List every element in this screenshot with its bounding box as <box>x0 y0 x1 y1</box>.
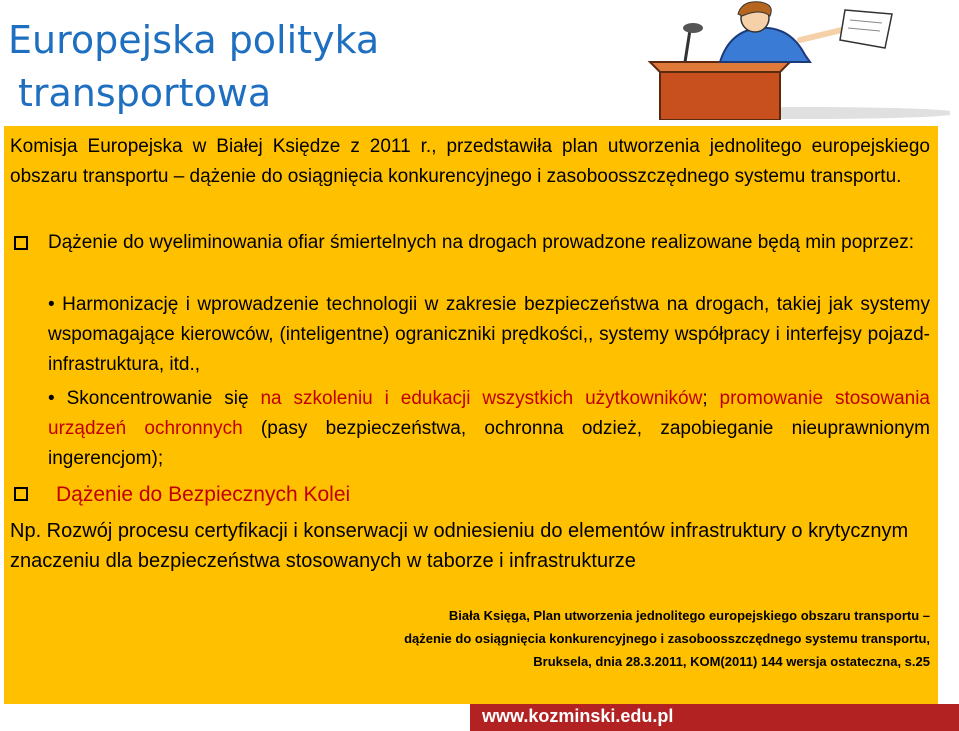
reference-citation <box>300 604 930 673</box>
title-line-2: transportowa <box>18 71 272 115</box>
bullet-2-highlight-training: na szkoleniu i edukacji wszystkich użytkowników <box>260 388 703 409</box>
example-paragraph: Np. Rozwój procesu certyfikacji i konserwacji w odniesieniu do elementów infrastruktury o krytycznym znaczeniu dla bezpieczeństwa stosowanych w taborze i infrastrukturze <box>10 520 909 572</box>
checkbox-bullet-icon <box>14 236 28 250</box>
bullet-2: • Skoncentrowanie się na szkoleniu i edukacji wszystkich użytkowników; promowanie stosowania urządzeń ochronnych (pasy bezpieczeństwa, ochronna odzież, zapobieganie nieuprawnionym ingerencjom); <box>48 388 931 469</box>
bullet-1-text: Harmonizację i wprowadzenie technologii w zakresie bezpieczeństwa na drogach, takiej jak systemy wspomagające kierowców, (inteligentne) ograniczniki prędkości,, systemy współpracy i interfejsy pojazd-infrastruktura, itd., <box>48 294 930 375</box>
reference-line-3: Bruksela, dnia 28.3.2011, KOM(2011) 144 wersja ostateczna, s.25 <box>533 654 930 669</box>
bullet-2-part-c: ; <box>702 388 720 409</box>
point-2-heading: Dążenie do Bezpiecznych Kolei <box>56 483 351 506</box>
bullet-1: • Harmonizację i wprowadzenie technologii w zakresie bezpieczeństwa na drogach, takiej jak systemy wspomagające kierowców, (inteligentne) ograniczniki prędkości,, systemy współpracy i interfejsy pojazd-infrastruktura, itd., <box>48 294 930 375</box>
bullet-2-part-e: (pasy bezpieczeństwa, ochronna odzież, zapobieganie nieuprawnionym ingerencjom); <box>48 418 930 469</box>
page-title <box>8 14 379 120</box>
reference-line-1: Biała Księga, Plan utworzenia jednolitego europejskiego obszaru transportu – <box>448 608 930 623</box>
footer-url[interactable]: www.kozminski.edu.pl <box>482 706 674 726</box>
bullet-2-highlight-protection: promowanie stosowania urządzeń ochronnych <box>48 388 931 439</box>
footer-bar <box>470 704 959 731</box>
title-line-1: Europejska polityka <box>8 18 380 62</box>
speaker-illustration <box>630 0 950 120</box>
bullet-2-part-a: Skoncentrowanie się <box>66 388 261 409</box>
checkbox-bullet-icon <box>14 487 28 501</box>
reference-line-2: dążenie do osiągnięcia konkurencyjnego i zasoboosszczędnego systemu transportu, <box>404 631 930 646</box>
intro-paragraph: Komisja Europejska w Białej Księdze z 2011 r., przedstawiła plan utworzenia jednolitego europejskiego obszaru transportu – dążenie do osiągnięcia konkurencyjnego i zasoboosszczędnego systemu transportu. <box>10 136 930 187</box>
point-1-text: Dążenie do wyeliminowania ofiar śmiertelnych na drogach prowadzone realizowane będą min poprzez: <box>48 232 915 253</box>
